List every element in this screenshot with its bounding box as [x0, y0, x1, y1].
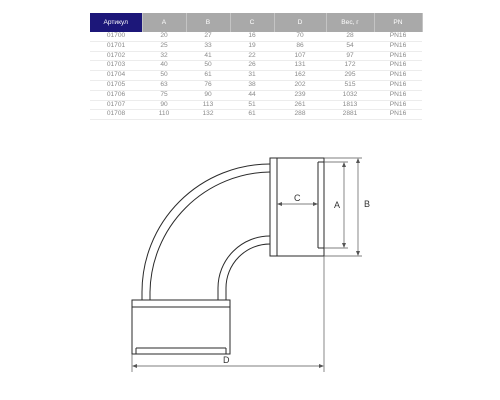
elbow-outer-arc — [142, 164, 270, 300]
table-cell: 90 — [142, 100, 186, 110]
table-cell: 01707 — [90, 100, 142, 110]
table-cell: 31 — [230, 71, 274, 81]
table-cell: PN16 — [374, 100, 422, 110]
table-cell: 26 — [230, 61, 274, 71]
table-cell: 162 — [274, 71, 326, 81]
table-cell: 50 — [142, 71, 186, 81]
table-cell: PN16 — [374, 41, 422, 51]
table-cell: 261 — [274, 100, 326, 110]
dim-c-label: C — [294, 193, 301, 203]
table-cell: 1032 — [326, 90, 374, 100]
table-cell: 01701 — [90, 41, 142, 51]
table-cell: 27 — [186, 32, 230, 41]
socket-top — [270, 158, 324, 256]
header-article: Артикул — [90, 13, 142, 32]
table-cell: 288 — [274, 110, 326, 120]
table-cell: 76 — [186, 80, 230, 90]
table-cell: 107 — [274, 51, 326, 61]
table-cell: PN16 — [374, 51, 422, 61]
table-cell: PN16 — [374, 71, 422, 81]
table-cell: 2881 — [326, 110, 374, 120]
dim-a-label: A — [334, 200, 341, 210]
table-cell: PN16 — [374, 32, 422, 41]
table-cell: 01706 — [90, 90, 142, 100]
table-cell: 20 — [142, 32, 186, 41]
table-cell: 1813 — [326, 100, 374, 110]
table-cell: 172 — [326, 61, 374, 71]
table-cell: 75 — [142, 90, 186, 100]
table-cell: 28 — [326, 32, 374, 41]
table-cell: 01705 — [90, 80, 142, 90]
header-a: A — [142, 13, 186, 32]
table-cell: 32 — [142, 51, 186, 61]
table-cell: 61 — [230, 110, 274, 120]
table-cell: 97 — [326, 51, 374, 61]
table-cell: 90 — [186, 90, 230, 100]
table-cell: 01702 — [90, 51, 142, 61]
dim-b-label: B — [364, 199, 371, 209]
table-cell: 110 — [142, 110, 186, 120]
table-cell: PN16 — [374, 110, 422, 120]
table-cell: 51 — [230, 100, 274, 110]
table-cell: 01708 — [90, 110, 142, 120]
header-b: B — [186, 13, 230, 32]
table-cell: PN16 — [374, 61, 422, 71]
table-cell: 239 — [274, 90, 326, 100]
table-cell: 70 — [274, 32, 326, 41]
socket-bottom — [132, 300, 230, 354]
dim-d-label: D — [223, 355, 230, 365]
table-cell: 41 — [186, 51, 230, 61]
header-weight: Вес, г — [326, 13, 374, 32]
table-cell: 86 — [274, 41, 326, 51]
table-cell: 61 — [186, 71, 230, 81]
table-cell: PN16 — [374, 90, 422, 100]
header-c: C — [230, 13, 274, 32]
table-cell: 202 — [274, 80, 326, 90]
table-cell: 38 — [230, 80, 274, 90]
table-cell: 63 — [142, 80, 186, 90]
table-cell: 16 — [230, 32, 274, 41]
table-cell: 113 — [186, 100, 230, 110]
table-cell: 50 — [186, 61, 230, 71]
table-cell: 25 — [142, 41, 186, 51]
table-cell: 295 — [326, 71, 374, 81]
table-cell: 40 — [142, 61, 186, 71]
table-cell: 33 — [186, 41, 230, 51]
elbow-outer-arc-2 — [150, 172, 270, 300]
table-cell: 19 — [230, 41, 274, 51]
table-cell: 01700 — [90, 32, 142, 41]
table-cell: 01704 — [90, 71, 142, 81]
header-d: D — [274, 13, 326, 32]
table-cell: 131 — [274, 61, 326, 71]
table-cell: 22 — [230, 51, 274, 61]
table-cell: 01703 — [90, 61, 142, 71]
table-cell: PN16 — [374, 80, 422, 90]
table-cell: 515 — [326, 80, 374, 90]
table-cell: 44 — [230, 90, 274, 100]
header-pn: PN — [374, 13, 422, 32]
table-cell: 132 — [186, 110, 230, 120]
table-cell: 54 — [326, 41, 374, 51]
